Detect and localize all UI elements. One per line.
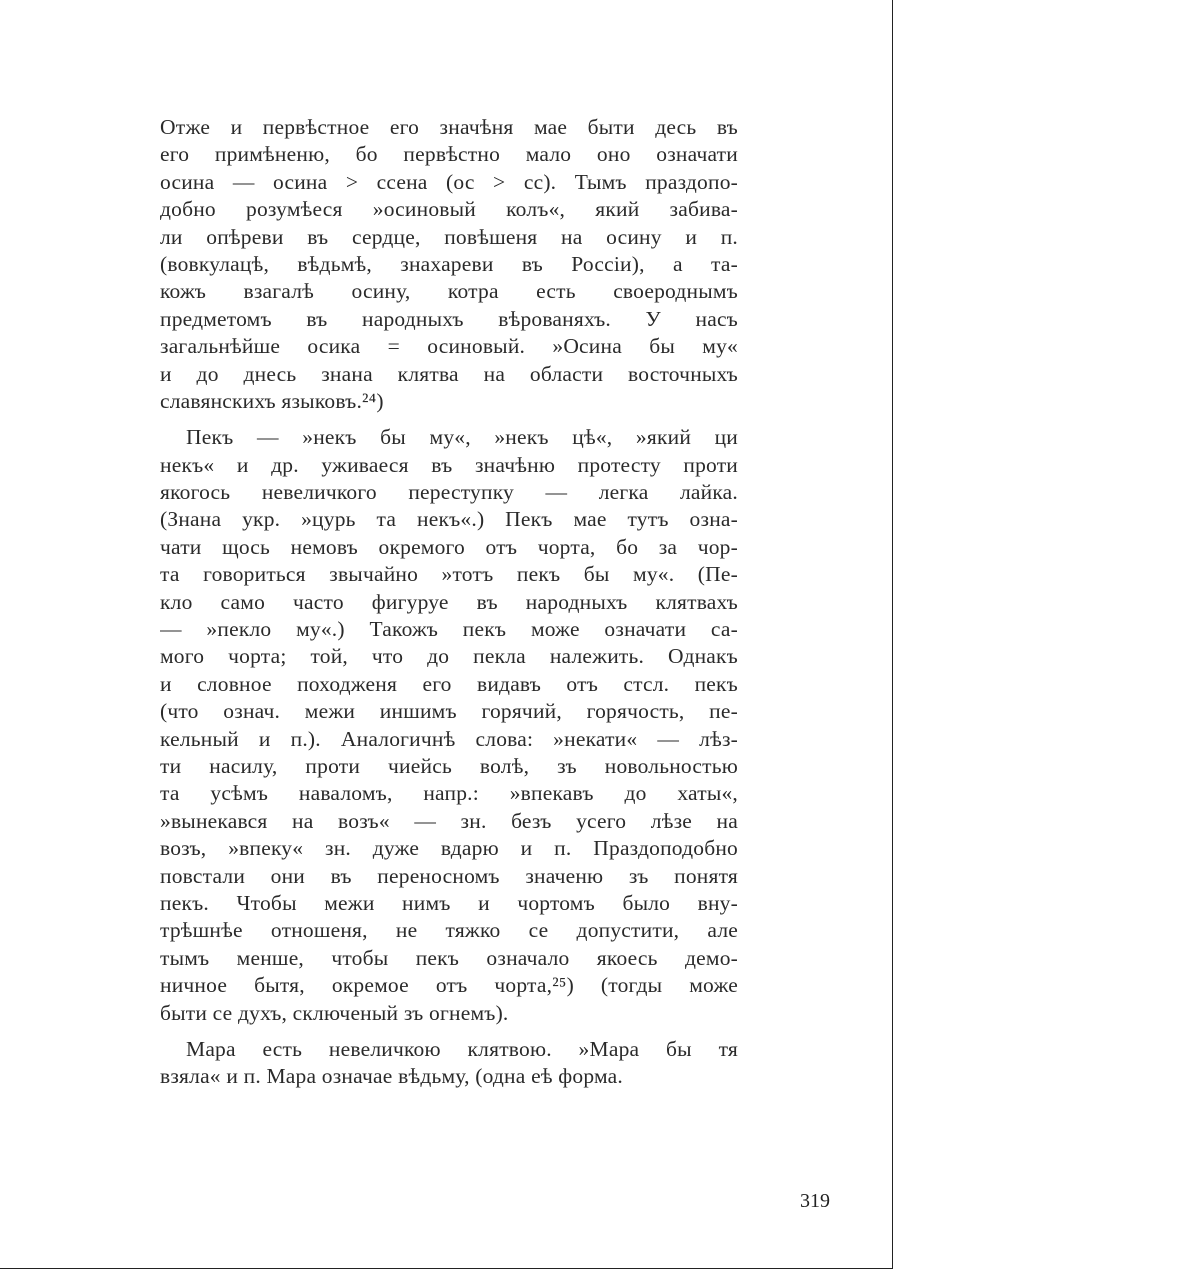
text-line: загальнѣйше осика = осиновый. »Осина бы му« [160,334,738,359]
paragraph [160,114,738,415]
text-line: (Знана укр. »цурь та некъ«.) Пекъ мае тутъ озна- [160,507,738,532]
text-line: — »пекло му«.) Такожъ пекъ може означати са- [160,617,738,642]
text-line: чати щось немовъ окремого отъ чорта, бо за чор- [160,534,738,559]
text-line: Отже и первѣстное его значѣня мае быти десь въ [160,115,738,139]
text-line: и словное походженя его видавъ отъ стсл. пекъ [160,671,738,696]
body-text [160,114,738,1100]
text-line: якогось невеличкого переступку — легка лайка. [160,480,738,505]
text-line: добно розумѣеся »осиновый колъ«, який забива- [160,197,738,222]
text-line: »вынекався на возъ« — зн. безъ усего лѣзе на [160,808,738,833]
text-line: та говориться звычайно »тотъ пекъ бы му«. (Пе- [160,562,738,587]
text-line: (вовкулацѣ, вѣдьмѣ, знахареви въ Россіи), а та- [160,251,738,276]
text-line: тымъ менше, чтобы пекъ означало якоесь демо- [160,945,738,970]
text-line: славянскихъ языковъ.²⁴) [160,388,384,413]
text-line: кло само часто фигуруе въ народныхъ клятвахъ [160,589,738,614]
text-line: мого чорта; той, что до пекла належить. Однакъ [160,644,738,669]
paragraph [160,424,738,1027]
paragraph [160,1036,738,1091]
text-line: повстали они въ переносномъ значеню зъ понятя [160,863,738,888]
text-line: возъ, »впеку« зн. дуже вдарю и п. Праздоподобно [160,836,738,861]
text-line: (что означ. межи иншимъ горячий, горячость, пе- [160,699,738,724]
text-line: трѣшнѣе отношеня, не тяжко се допустити, але [160,918,738,943]
text-line: ничное бытя, окремое отъ чорта,²⁵) (тогды може [160,973,738,998]
text-line: быти се духъ, сключеный зъ огнемъ). [160,1000,509,1025]
text-line: и до днесь знана клятва на области восточныхъ [160,361,738,386]
text-line: взяла« и п. Мара означае вѣдьму, (одна еѣ форма. [160,1064,623,1089]
text-line: некъ« и др. уживаеся въ значѣню протесту проти [160,452,738,477]
page-number: 319 [800,1190,830,1212]
text-line: кельный и п.). Аналогичнѣ слова: »некати« — лѣз- [160,726,738,751]
text-line: предметомъ въ народныхъ вѣрованяхъ. У насъ [160,306,738,331]
text-line: его примѣненю, бо первѣстно мало оно означати [160,142,738,167]
text-line: ти насилу, проти чиейсь волѣ, зъ новольностью [160,753,738,778]
text-line: Пекъ — »некъ бы му«, »некъ цѣ«, »який ци [186,425,738,450]
text-line: пекъ. Чтобы межи нимъ и чортомъ было вну- [160,890,738,915]
text-line: та усѣмъ наваломъ, напр.: »впекавъ до хаты«, [160,781,738,806]
text-line: ли опѣреви въ сердце, повѣшеня на осину и п. [160,224,738,249]
text-line: Мара есть невеличкою клятвою. »Мара бы тя [186,1036,738,1061]
text-line: осина — осина > ссена (ос > сс). Тымъ праздопо- [160,169,738,194]
text-line: кожъ взагалѣ осину, котра есть своероднымъ [160,279,738,304]
